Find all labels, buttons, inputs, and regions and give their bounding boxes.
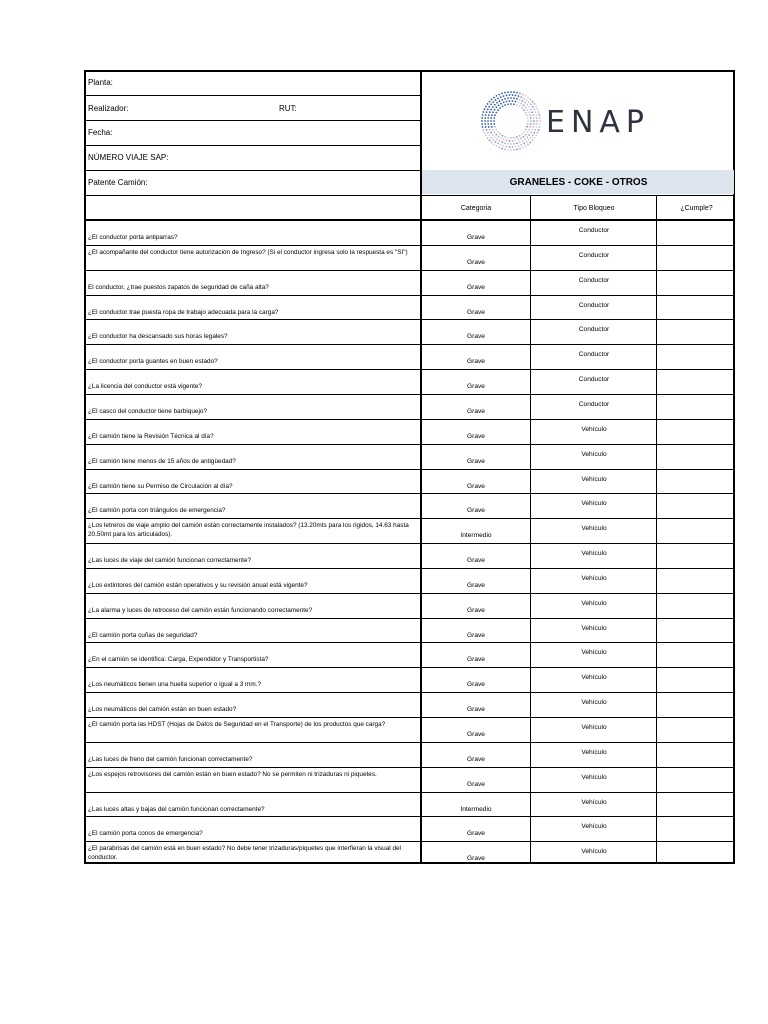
cumple-cell[interactable] [658,345,734,368]
cumple-cell[interactable] [658,420,734,443]
cumple-cell[interactable] [658,470,734,493]
cumple-cell[interactable] [658,619,734,642]
tipo-bloqueo-cell: Vehículo [581,798,607,806]
question-text: ¿El acompañante del conductor tiene autorización de Ingreso? (Si el conductor ingresa solo la respuesta es "SI") [88,248,408,256]
question-text: ¿Las luces de freno del camión funcionan correctamente? [88,755,253,763]
logo-text: ENAP [546,105,651,140]
cumple-cell[interactable] [658,296,734,319]
column-header-categoria: Categoria [460,204,492,212]
cumple-cell[interactable] [658,842,734,865]
categoria-cell: Grave [467,631,485,639]
question-text: ¿El conductor ha descansado sus horas legales? [88,333,228,341]
tipo-bloqueo-cell: Vehículo [581,724,607,731]
cumple-cell[interactable] [658,693,734,716]
tipo-bloqueo-cell: Conductor [578,326,610,334]
cumple-cell[interactable] [658,370,734,393]
categoria-cell: Grave [467,681,485,689]
cumple-cell[interactable] [658,320,734,343]
cumple-cell[interactable] [658,395,734,418]
enap-ring-logo-icon [480,90,542,152]
question-text: ¿El parabrisas del camión está en buen estado? No debe tener trizaduras/piquetes que interfieran la visual del conductor. [88,845,401,862]
question-text: ¿Los neumáticos del camión están en buen estado? [88,706,237,714]
categoria-cell: Grave [467,656,485,664]
categoria-cell: Grave [467,507,485,515]
tipo-bloqueo-cell: Vehículo [581,599,607,607]
planta-label: Planta: [88,78,113,87]
question-text: ¿El camión tiene la Revisión Técnica al día? [88,432,214,440]
tipo-bloqueo-cell: Conductor [578,400,610,408]
tipo-bloqueo-cell: Conductor [578,301,610,309]
rut-label: RUT: [279,104,297,113]
question-text: ¿El casco del conductor tiene barbiquejo? [88,407,208,415]
tipo-bloqueo-cell: Vehículo [581,773,607,781]
numero-viaje-label: NÚMERO VIAJE SAP: [88,153,169,162]
categoria-cell: Grave [467,308,485,316]
categoria-cell: Grave [467,557,485,565]
question-text: ¿El conductor porta guantes en buen estado? [88,358,218,366]
categoria-cell: Grave [467,258,485,266]
categoria-cell: Grave [467,581,485,589]
cumple-cell[interactable] [658,718,734,741]
question-text: ¿El camión tiene su Permiso de Circulación al día? [88,482,233,490]
tipo-bloqueo-cell: Vehículo [581,674,607,682]
question-text: ¿Los extintores del camión están operativos y su revisión anual está vigente? [88,581,308,589]
tipo-bloqueo-cell: Vehículo [581,574,607,582]
categoria-cell: Intermedio [460,532,492,540]
cumple-cell[interactable] [658,246,734,269]
cumple-cell[interactable] [658,668,734,691]
column-header-tipo-bloqueo: Tipo Bloqueo [573,204,615,212]
checklist-sheet [84,70,735,864]
question-text: ¿El camión tiene menos de 15 años de antigüedad? [88,457,236,465]
cumple-cell[interactable] [658,271,734,294]
cumple-cell[interactable] [658,445,734,468]
question-text: ¿La alarma y luces de retroceso del camión están funcionando correctamente? [88,606,313,614]
question-text: ¿En el camión se identifica: Carga, Expendidor y Transportista? [88,656,269,664]
question-text: ¿El camión porta conos de emergencia? [88,830,203,838]
cumple-cell[interactable] [658,569,734,592]
categoria-cell: Grave [467,383,485,391]
cumple-cell[interactable] [658,817,734,840]
tipo-bloqueo-cell: Conductor [578,227,610,234]
cumple-cell[interactable] [658,519,734,542]
categoria-cell: Intermedio [460,805,492,813]
question-text: ¿Los espejos retrovisores del camión están en buen estado? No se permiten ni trizaduras ni piquetes. [88,770,377,778]
logo-area [422,72,735,170]
cumple-cell[interactable] [658,793,734,816]
tipo-bloqueo-cell: Vehículo [581,848,607,856]
tipo-bloqueo-cell: Conductor [578,351,610,359]
categoria-cell: Grave [467,731,485,738]
tipo-bloqueo-cell: Vehículo [581,699,607,707]
patente-label: Patente Camión: [88,178,148,187]
question-text: ¿Los neumáticos tienen una huella superior o igual a 3 mm.? [88,681,262,689]
categoria-cell: Grave [467,855,485,863]
categoria-cell: Grave [467,234,485,241]
tipo-bloqueo-cell: Vehículo [581,748,607,756]
tipo-bloqueo-cell: Vehículo [581,649,607,657]
cumple-cell[interactable] [658,743,734,766]
tipo-bloqueo-cell: Vehículo [581,525,607,533]
tipo-bloqueo-cell: Conductor [578,251,610,259]
tipo-bloqueo-cell: Vehículo [581,624,607,632]
question-text: ¿El conductor porta antiparras? [88,234,178,241]
tipo-bloqueo-cell: Vehículo [581,425,607,433]
tipo-bloqueo-cell: Vehículo [581,823,607,831]
document-title: GRANELES - COKE - OTROS [422,170,735,194]
question-text: ¿El camión porta con triángulos de emergencia? [88,507,226,515]
question-text: El conductor, ¿trae puestos zapatos de seguridad de caña alta? [88,283,269,291]
column-header-cumple: ¿Cumple? [680,204,713,212]
tipo-bloqueo-cell: Vehículo [581,550,607,558]
cumple-cell[interactable] [658,544,734,567]
categoria-cell: Grave [467,482,485,490]
categoria-cell: Grave [467,830,485,838]
question-text: ¿El camión porta las HDST (Hojas de Datos de Seguridad en el Transporte) de los productos que carga? [88,721,386,728]
question-text: ¿Las luces de viaje del camión funcionan correctamente? [88,557,252,565]
realizador-label: Realizador: [88,104,129,113]
tipo-bloqueo-cell: Conductor [578,276,610,284]
tipo-bloqueo-cell: Vehículo [581,450,607,458]
categoria-cell: Grave [467,457,485,465]
cumple-cell[interactable] [658,594,734,617]
categoria-cell: Grave [467,333,485,341]
categoria-cell: Grave [467,283,485,291]
fecha-label: Fecha: [88,128,113,137]
question-text: ¿El conductor trae puesta ropa de trabajo adecuada para la carga? [88,308,279,316]
tipo-bloqueo-cell: Conductor [578,376,610,384]
categoria-cell: Grave [467,407,485,415]
cumple-cell[interactable] [658,768,734,791]
categoria-cell: Grave [467,358,485,366]
cumple-cell[interactable] [658,494,734,517]
question-text: ¿Los letreros de viaje amplio del camión están correctamente instalados? (13.20mts para los rigidos, 14.63 hasta 20.50mt para los articulados). [88,522,409,539]
tipo-bloqueo-cell: Vehículo [581,500,607,508]
question-text: ¿El camión porta cuñas de seguridad? [88,631,198,639]
categoria-cell: Grave [467,780,485,788]
cumple-cell[interactable] [658,643,734,666]
tipo-bloqueo-cell: Vehículo [581,475,607,483]
question-text: ¿Las luces altas y bajas del camión funcionan correctamente? [88,805,265,813]
categoria-cell: Grave [467,706,485,714]
categoria-cell: Grave [467,606,485,614]
cumple-cell[interactable] [658,221,734,244]
categoria-cell: Grave [467,755,485,763]
question-text: ¿La licencia del conductor está vigente? [88,383,203,391]
categoria-cell: Grave [467,432,485,440]
